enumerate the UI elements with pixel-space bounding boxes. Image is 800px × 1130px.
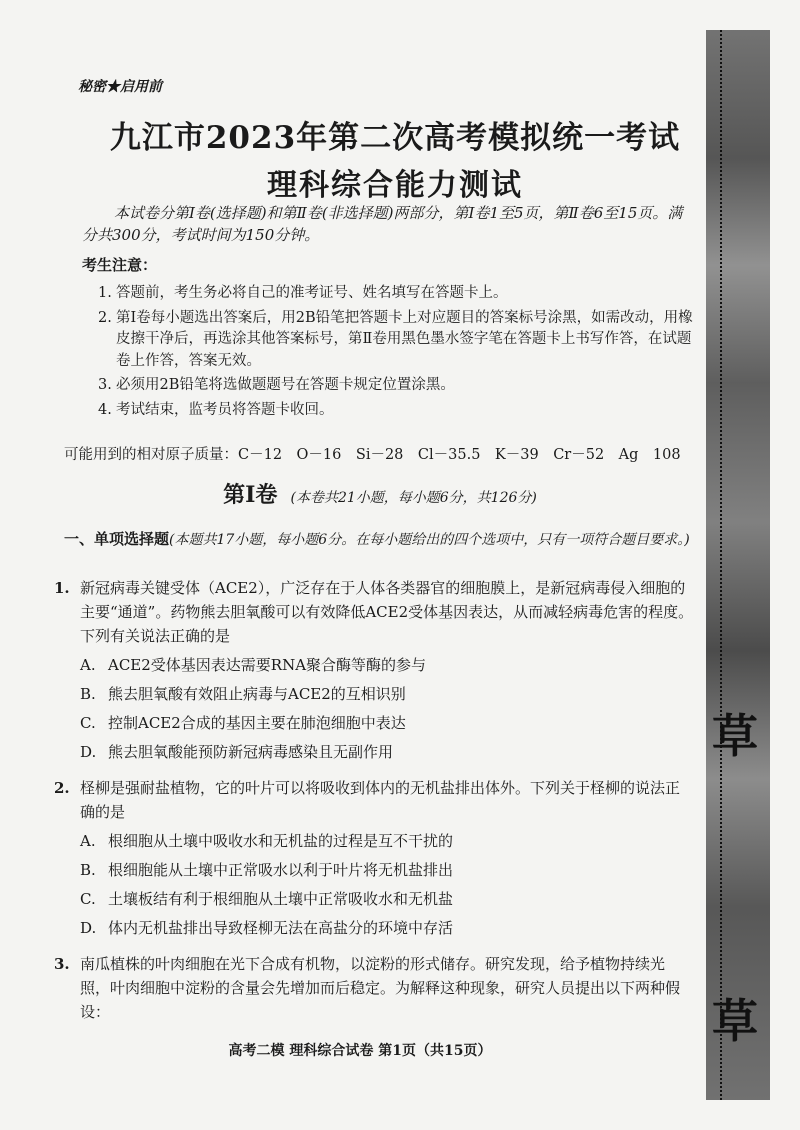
question-stem: 新冠病毒关键受体（ACE2），广泛存在于人体各类器官的细胞膜上，是新冠病毒侵入细胞的主要“通道”。药物熊去胆氧酸可以有效降低ACE2受体基因表达，从而减轻病毒危害的程度。下列有关说法正确的是 xyxy=(80,579,694,645)
intro-paragraph: 本试卷分第Ⅰ卷(选择题)和第Ⅱ卷(非选择题)两部分，第Ⅰ卷1至5页，第Ⅱ卷6至15页。满分共300分，考试时间为150分钟。 xyxy=(82,204,683,244)
option-b xyxy=(80,682,694,706)
option-label: B. xyxy=(80,685,96,703)
notice-item xyxy=(98,283,698,305)
option-label: A. xyxy=(80,832,96,850)
question-2 xyxy=(54,776,694,940)
question-3 xyxy=(54,952,694,1024)
notice-number: 4. xyxy=(98,401,112,418)
option-label: A. xyxy=(80,656,96,674)
question-number: 2. xyxy=(54,779,70,797)
notice-text: 答题前，考生务必将自己的准考证号、姓名填写在答题卡上。 xyxy=(116,285,508,301)
section-header xyxy=(64,528,704,551)
option-text: 根细胞能从土壤中正常吸水以利于叶片将无机盐排出 xyxy=(108,861,454,879)
page-footer: 高考二模 理科综合试卷 第1页（共15页） xyxy=(228,1043,492,1059)
notice-number: 3. xyxy=(98,377,112,393)
option-c xyxy=(80,887,694,911)
option-a xyxy=(80,653,694,677)
option-text: 控制ACE2合成的基因主要在肺泡细胞中表达 xyxy=(108,714,406,732)
option-d xyxy=(80,740,694,764)
option-text: ACE2受体基因表达需要RNA聚合酶等酶的参与 xyxy=(108,656,427,674)
option-text: 根细胞从土壤中吸收水和无机盐的过程是互不干扰的 xyxy=(108,832,454,850)
option-b xyxy=(80,858,694,882)
option-label: C. xyxy=(80,714,96,732)
margin-mark: 草 xyxy=(712,994,758,1048)
option-text: 熊去胆氧酸能预防新冠病毒感染且无副作用 xyxy=(108,743,394,761)
notice-number: 1. xyxy=(98,285,112,301)
notice-heading: 考生注意： xyxy=(82,256,158,274)
question-number: 1. xyxy=(54,579,70,597)
question-stem: 柽柳是强耐盐植物，它的叶片可以将吸收到体内的无机盐排出体外。下列关于柽柳的说法正确的是 xyxy=(80,779,681,821)
notice-item xyxy=(98,400,698,422)
option-label: D. xyxy=(80,743,97,761)
option-a xyxy=(80,829,694,853)
option-c xyxy=(80,711,694,735)
notice-number: 2. xyxy=(98,309,112,326)
exam-title: 九江市2023年第二次高考模拟统一考试 xyxy=(109,120,681,156)
exam-subtitle: 理科综合能力测试 xyxy=(267,168,523,203)
volume-note: (本卷共21小题，每小题6分，共126分) xyxy=(290,490,537,506)
option-d xyxy=(80,916,694,940)
margin-mark: 草 xyxy=(712,709,758,763)
option-text: 土壤板结有利于根细胞从土壤中正常吸收水和无机盐 xyxy=(108,890,454,908)
option-label: D. xyxy=(80,919,97,937)
notice-text: 考试结束，监考员将答题卡收回。 xyxy=(116,401,334,418)
atomic-masses: 可能用到的相对原子质量：C－12 O－16 Si－28 Cl－35.5 K－39 Cr－52 Ag 108 xyxy=(64,447,681,463)
question-number: 3. xyxy=(54,955,70,973)
section-description: (本题共17小题，每小题6分。在每小题给出的四个选项中，只有一项符合题目要求。) xyxy=(169,532,690,548)
option-text: 体内无机盐排出导致柽柳无法在高盐分的环境中存活 xyxy=(108,919,454,937)
volume-heading xyxy=(0,478,760,509)
secret-mark: 秘密★启用前 xyxy=(78,79,162,95)
notice-text: 必须用2B铅笔将选做题题号在答题卡规定位置涂黑。 xyxy=(116,377,455,393)
notice-item xyxy=(98,375,698,397)
option-text: 熊去胆氧酸有效阻止病毒与ACE2的互相识别 xyxy=(108,685,406,703)
notice-list xyxy=(98,283,698,424)
option-label: C. xyxy=(80,890,96,908)
section-title: 一、单项选择题 xyxy=(64,530,170,548)
notice-text: 第Ⅰ卷每小题选出答案后，用2B铅笔把答题卡上对应题目的答案标号涂黑，如需改动，用橡皮擦干净后，再选涂其他答案标号，第Ⅱ卷用黑色墨水签字笔在答题卡上书写作答，在试题卷上作答，答案无效。 xyxy=(116,309,693,369)
volume-title: 第Ⅰ卷 xyxy=(223,482,278,508)
question-stem: 南瓜植株的叶肉细胞在光下合成有机物，以淀粉的形式储存。研究发现，给予植物持续光照，叶肉细胞中淀粉的含量会先增加而后稳定。为解释这种现象，研究人员提出以下两种假设： xyxy=(80,955,681,1021)
notice-item xyxy=(98,308,698,373)
option-label: B. xyxy=(80,861,96,879)
question-1 xyxy=(54,576,694,764)
